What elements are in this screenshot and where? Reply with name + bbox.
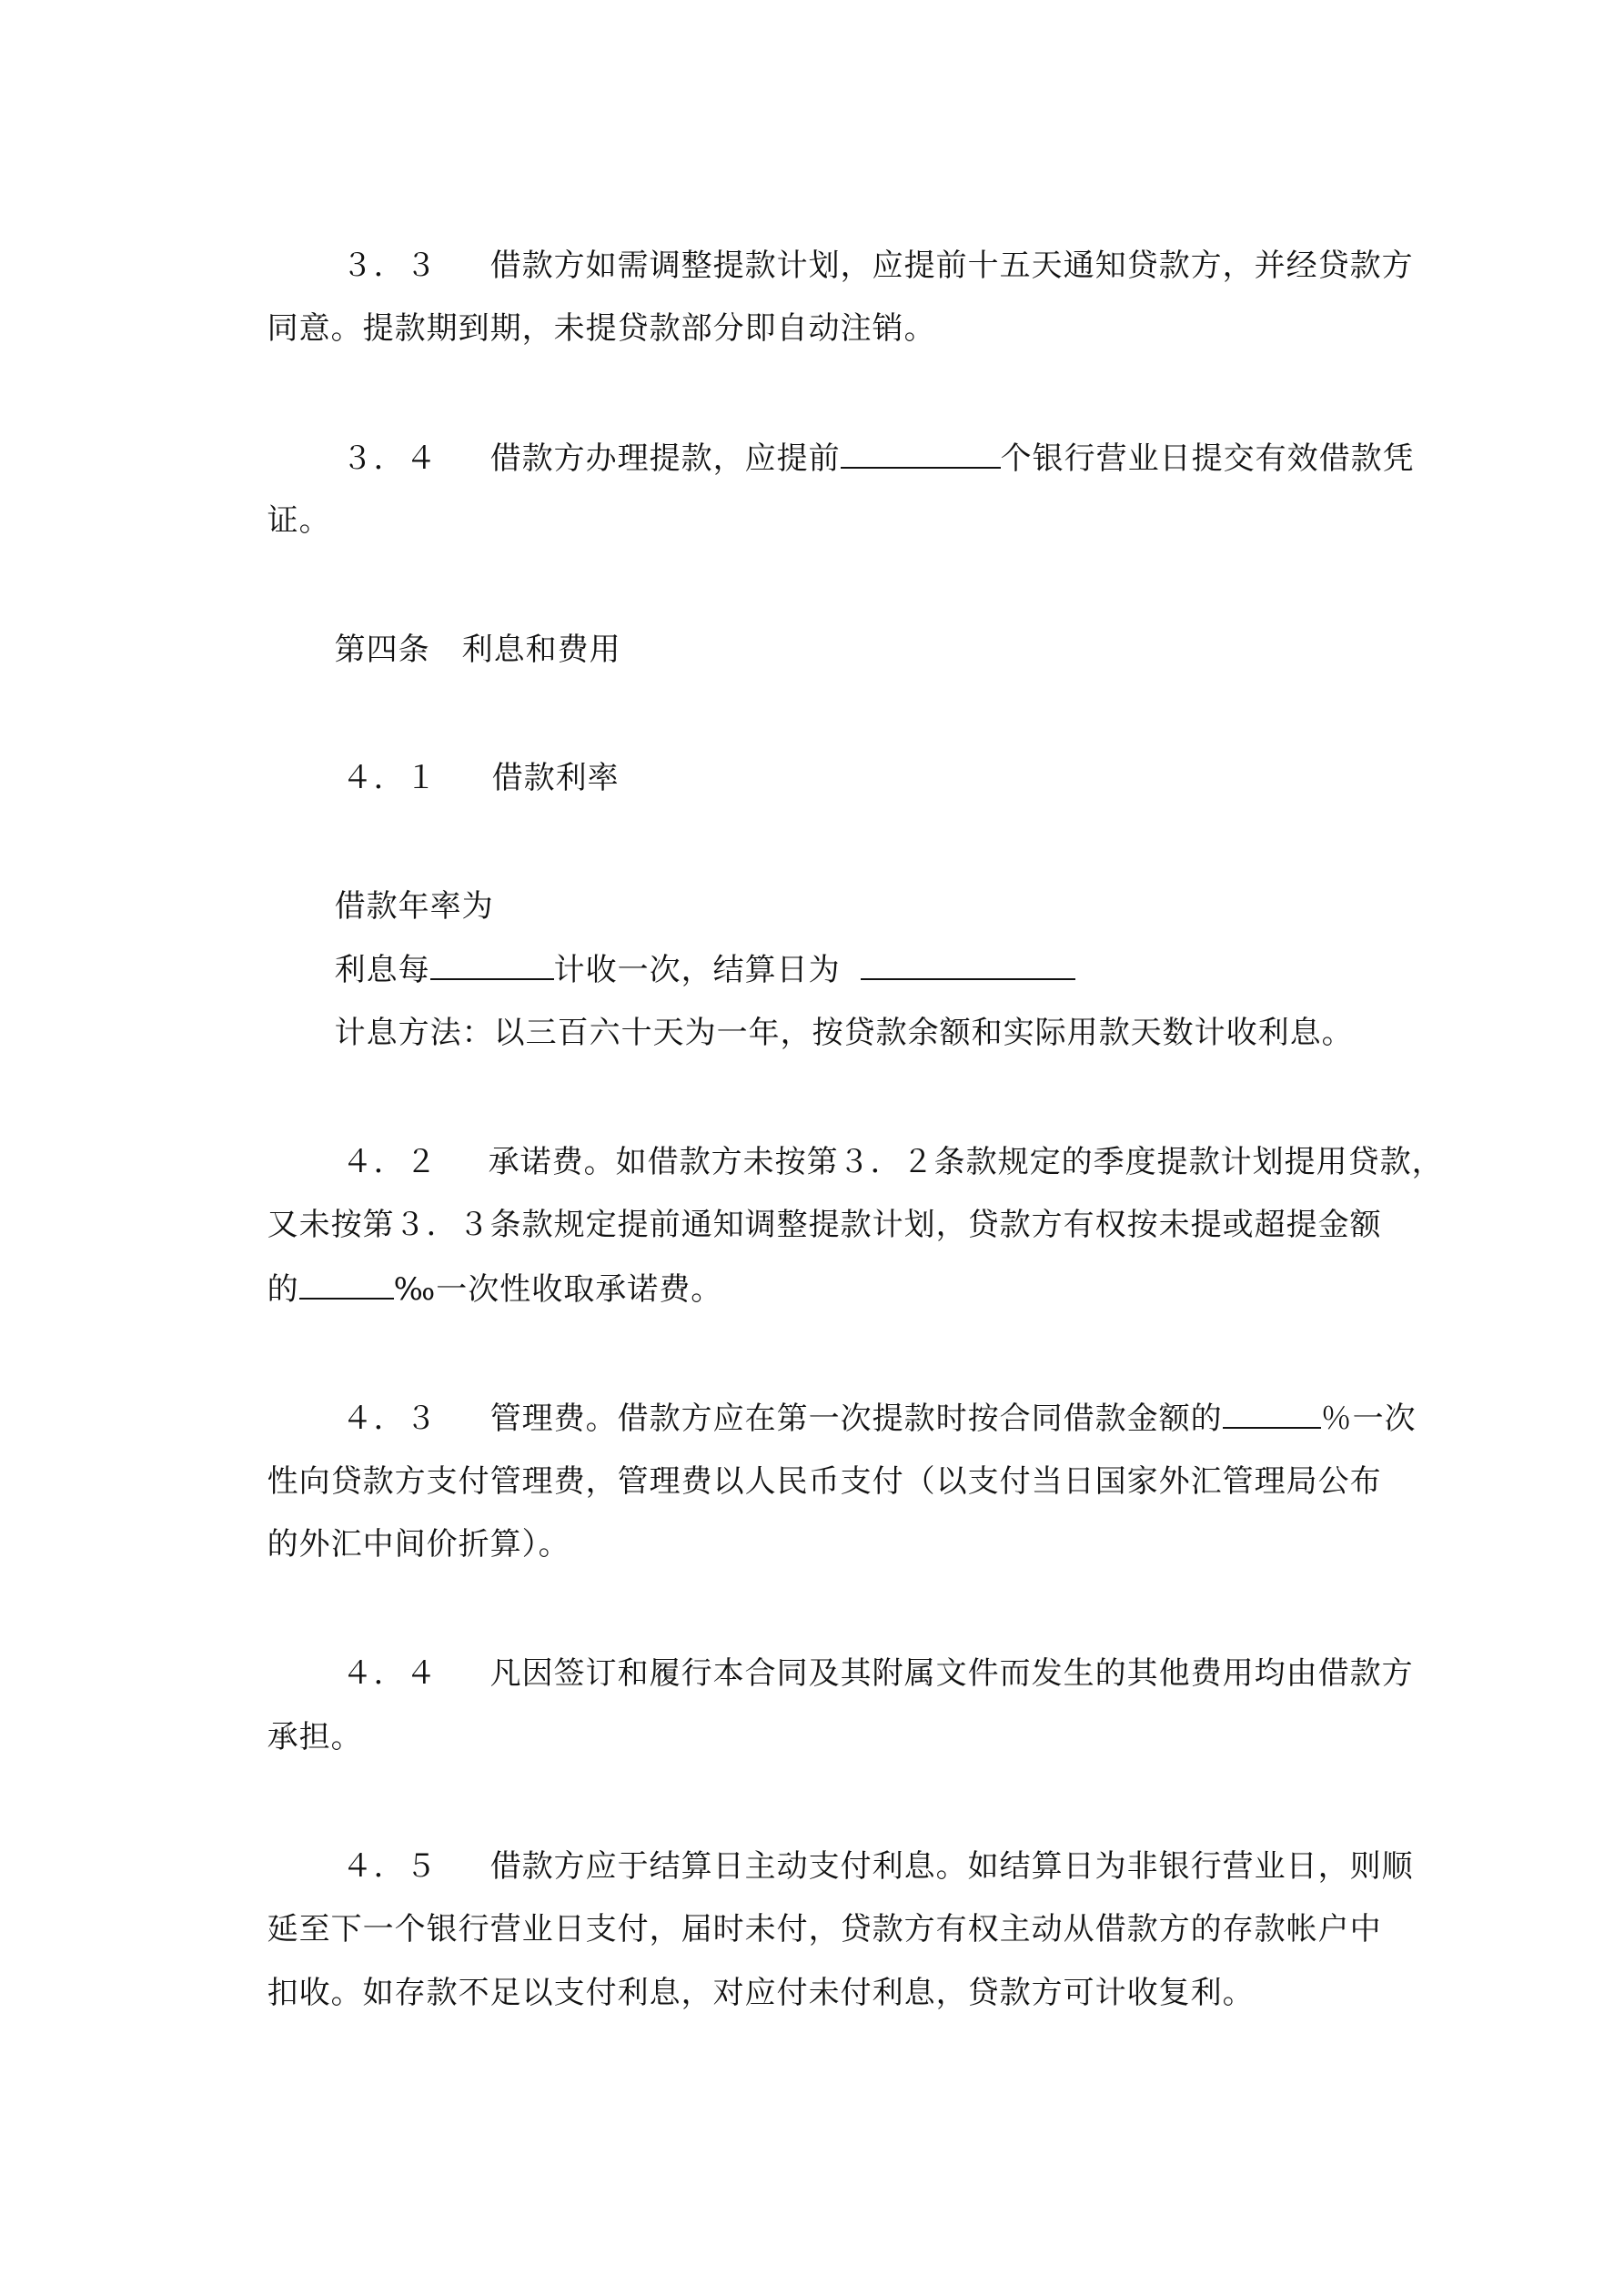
- fill-in-blank[interactable]: [430, 951, 554, 980]
- interest-line: 利息每 计收一次，结算日为: [313, 915, 1075, 988]
- clause-text: 扣收。如存款不足以支付利息，对应付未付利息，贷款方可计收复利。: [267, 1975, 1255, 2011]
- clause-text: 凡因签订和履行本合同及其附属文件而发生的其他费用均由借款方: [489, 1655, 1414, 1692]
- clause-number: ４．１: [341, 760, 438, 796]
- clause-text: 的外汇中间价折算）。: [267, 1526, 570, 1563]
- clause-4-2-second-line: [246, 1170, 1382, 1243]
- clause-number: ４．５: [341, 1848, 438, 1885]
- clause-4-5-second-line: [246, 1875, 1382, 1947]
- clause-4-2-first-line: [320, 1108, 1444, 1180]
- clause-number: ３．４: [341, 440, 438, 477]
- fill-in-blank[interactable]: [1223, 1400, 1321, 1429]
- clause-text: 证。: [267, 502, 331, 539]
- clause-text: 承诺费。如借款方未按第３．２条款规定的季度提款计划提用贷款，: [488, 1144, 1444, 1180]
- clause-4-2-third-line: 的 ‰一次性收取承诺费。: [267, 1271, 723, 1308]
- article-heading: 第四条 利息和费用: [334, 632, 621, 668]
- clause-text: 承担。: [267, 1719, 363, 1755]
- clause-4-3-third-line: [246, 1490, 570, 1563]
- clause-4-4-first-line: [320, 1619, 1414, 1692]
- clause-text: 性向贷款方支付管理费，管理费以人民币支付（以支付当日国家外汇管理局公布: [267, 1463, 1382, 1500]
- clause-4-3-second-line: [246, 1427, 1382, 1500]
- interest-method-line: 计息方法：以三百六十天为一年，按贷款余额和实际用款天数计收利息。: [334, 1015, 1354, 1051]
- clause-text: 个银行营业日提交有效借款凭: [1000, 440, 1415, 477]
- clause-4-1-title: [320, 723, 620, 796]
- clause-text: 延至下一个银行营业日支付，届时未付，贷款方有权主动从借款方的存款帐户中: [267, 1911, 1382, 1947]
- clause-number: ３．３: [341, 248, 438, 284]
- clause-text: 借款方应于结算日主动支付利息。如结算日为非银行营业日，则顺: [489, 1848, 1414, 1885]
- fill-in-blank[interactable]: [299, 1270, 394, 1300]
- clause-text: 借款方如需调整提款计划，应提前十五天通知贷款方，并经贷款方: [489, 248, 1414, 284]
- clause-4-3-first-line: ４．３ 管理费。借款方应在第一次提款时按合同借款金额的 ％一次: [341, 1401, 1417, 1437]
- rate-line: 借款年率为: [334, 888, 494, 925]
- clause-3-4-first-line: [320, 403, 1415, 477]
- clause-title: 借款利率: [491, 760, 620, 796]
- clause-number: ４．３: [341, 1401, 438, 1437]
- clause-number: ４．２: [341, 1144, 438, 1180]
- clause-4-5-first-line: [320, 1812, 1414, 1885]
- clause-text: 同意。提款期到期，未提贷款部分即自动注销。: [267, 310, 936, 347]
- settlement-date-blank[interactable]: [861, 951, 1075, 980]
- clause-4-5-third-line: [246, 1938, 1255, 2011]
- clause-text: 借款方办理提款，应提前: [489, 440, 841, 477]
- clause-text: 又未按第３．３条款规定提前通知调整提款计划，贷款方有权按未提或超提金额: [267, 1207, 1382, 1243]
- clause-number: ４．４: [341, 1655, 438, 1692]
- clause-3-3-second-line: [246, 274, 936, 347]
- clause-4-4-second-line: [246, 1683, 363, 1755]
- clause-3-4-second-line: [246, 466, 331, 539]
- fill-in-blank[interactable]: [841, 440, 1001, 469]
- clause-3-3-first-line: [320, 211, 1414, 284]
